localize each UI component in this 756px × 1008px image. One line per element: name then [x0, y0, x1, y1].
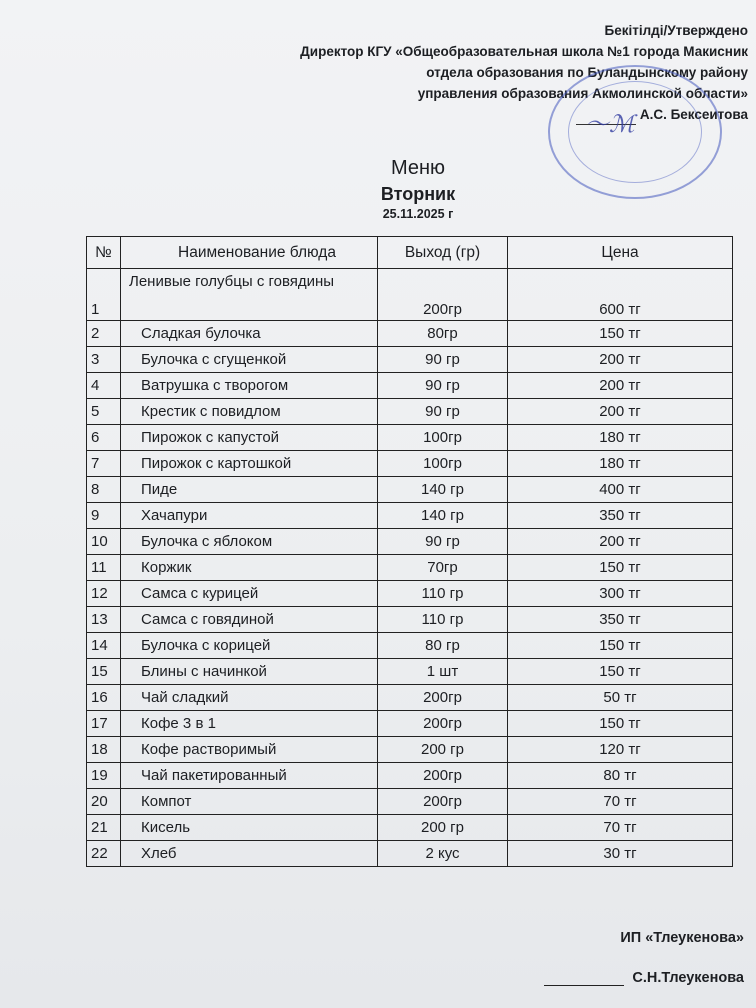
- row-number: 6: [87, 425, 121, 451]
- table-row: [87, 399, 733, 425]
- row-portion: 200гр: [378, 685, 508, 711]
- table-row: [87, 581, 733, 607]
- row-portion: 100гр: [378, 451, 508, 477]
- row-dish-name: Пиде: [121, 477, 378, 503]
- row-portion: 200гр: [378, 763, 508, 789]
- row-price: 50 тг: [508, 685, 733, 711]
- row-number: 20: [87, 789, 121, 815]
- signature-underline: [544, 985, 624, 986]
- menu-title-block: [0, 157, 756, 221]
- row-dish-name: Самса с говядиной: [121, 607, 378, 633]
- table-row: [87, 373, 733, 399]
- row-dish-name: Пирожок с капустой: [121, 425, 378, 451]
- row-number: 17: [87, 711, 121, 737]
- table-row: [87, 503, 733, 529]
- row-dish-name: Чай пакетированный: [121, 763, 378, 789]
- table-row: [87, 711, 733, 737]
- row-portion: 200гр: [378, 789, 508, 815]
- row-dish-name: Крестик с повидлом: [121, 399, 378, 425]
- table-row: [87, 841, 733, 867]
- day-title: Вторник: [380, 184, 456, 204]
- approval-department-line: отдела образования по Буландынскому району: [426, 65, 748, 80]
- row-price: 150 тг: [508, 633, 733, 659]
- row-portion: 70гр: [378, 555, 508, 581]
- table-row: [87, 269, 733, 321]
- row-portion: 80гр: [378, 321, 508, 347]
- approval-heading: Бекітілді/Утверждено: [604, 23, 748, 38]
- row-portion: 110 гр: [378, 607, 508, 633]
- row-price: 30 тг: [508, 841, 733, 867]
- table-row: [87, 529, 733, 555]
- row-portion: 90 гр: [378, 529, 508, 555]
- footer-signer: С.Н.Тлеукенова: [632, 970, 744, 986]
- handwritten-signature: 〜ℳ: [585, 110, 635, 138]
- table-body: [87, 269, 733, 867]
- row-number: 11: [87, 555, 121, 581]
- row-number: 16: [87, 685, 121, 711]
- row-dish-name: Ленивые голубцы с говядины: [121, 269, 378, 321]
- row-portion: 200 гр: [378, 737, 508, 763]
- table-row: [87, 815, 733, 841]
- table-row: [87, 685, 733, 711]
- table-row: [87, 659, 733, 685]
- row-portion: 200 гр: [378, 815, 508, 841]
- row-price: 200 тг: [508, 347, 733, 373]
- table-row: [87, 763, 733, 789]
- menu-date: 25.11.2025 г: [382, 207, 454, 221]
- row-dish-name: Булочка с сгущенкой: [121, 347, 378, 373]
- row-price: 150 тг: [508, 555, 733, 581]
- row-dish-name: Булочка с яблоком: [121, 529, 378, 555]
- row-price: 350 тг: [508, 503, 733, 529]
- approval-signer: А.С. Бексеитова: [639, 107, 748, 122]
- row-portion: 110 гр: [378, 581, 508, 607]
- row-price: 180 тг: [508, 451, 733, 477]
- table-row: [87, 477, 733, 503]
- row-price: 150 тг: [508, 321, 733, 347]
- header-dish-name: Наименование блюда: [121, 237, 378, 269]
- row-price: 600 тг: [508, 269, 733, 321]
- row-price: 70 тг: [508, 789, 733, 815]
- approval-region-line: управления образования Акмолинской области»: [417, 86, 748, 101]
- row-dish-name: Блины с начинкой: [121, 659, 378, 685]
- table-row: [87, 321, 733, 347]
- row-dish-name: Кофе 3 в 1: [121, 711, 378, 737]
- menu-title: Меню: [390, 157, 446, 179]
- row-price: 150 тг: [508, 659, 733, 685]
- row-number: 15: [87, 659, 121, 685]
- row-price: 400 тг: [508, 477, 733, 503]
- row-dish-name: Кисель: [121, 815, 378, 841]
- row-dish-name: Кофе растворимый: [121, 737, 378, 763]
- row-price: 200 тг: [508, 373, 733, 399]
- row-price: 200 тг: [508, 399, 733, 425]
- row-portion: 140 гр: [378, 477, 508, 503]
- row-number: 3: [87, 347, 121, 373]
- approval-director-line: Директор КГУ «Общеобразовательная школа №1 города Макисник: [300, 44, 748, 59]
- table-row: [87, 633, 733, 659]
- row-price: 200 тг: [508, 529, 733, 555]
- table-row: [87, 425, 733, 451]
- footer-signature-line: [544, 970, 744, 986]
- header-portion: Выход (гр): [378, 237, 508, 269]
- row-number: 13: [87, 607, 121, 633]
- row-portion: 2 кус: [378, 841, 508, 867]
- footer-company: ИП «Тлеукенова»: [620, 930, 744, 946]
- row-price: 350 тг: [508, 607, 733, 633]
- row-price: 300 тг: [508, 581, 733, 607]
- menu-table: [86, 236, 733, 867]
- row-number: 8: [87, 477, 121, 503]
- row-dish-name: Компот: [121, 789, 378, 815]
- row-dish-name: Ватрушка с творогом: [121, 373, 378, 399]
- table-row: [87, 789, 733, 815]
- table-row: [87, 347, 733, 373]
- row-number: 2: [87, 321, 121, 347]
- row-portion: 80 гр: [378, 633, 508, 659]
- row-portion: 100гр: [378, 425, 508, 451]
- table-header-row: [87, 237, 733, 269]
- header-number: №: [87, 237, 121, 269]
- row-dish-name: Булочка с корицей: [121, 633, 378, 659]
- row-number: 4: [87, 373, 121, 399]
- row-number: 7: [87, 451, 121, 477]
- row-portion: 140 гр: [378, 503, 508, 529]
- row-number: 9: [87, 503, 121, 529]
- row-dish-name: Пирожок с картошкой: [121, 451, 378, 477]
- footer-block: [544, 930, 744, 986]
- row-number: 14: [87, 633, 121, 659]
- row-portion: 200гр: [378, 711, 508, 737]
- table-row: [87, 607, 733, 633]
- row-portion: 90 гр: [378, 399, 508, 425]
- row-number: 10: [87, 529, 121, 555]
- row-number: 21: [87, 815, 121, 841]
- row-portion: 1 шт: [378, 659, 508, 685]
- row-dish-name: Самса с курицей: [121, 581, 378, 607]
- row-dish-name: Чай сладкий: [121, 685, 378, 711]
- row-number: 22: [87, 841, 121, 867]
- row-number: 5: [87, 399, 121, 425]
- row-price: 150 тг: [508, 711, 733, 737]
- row-price: 80 тг: [508, 763, 733, 789]
- row-price: 120 тг: [508, 737, 733, 763]
- row-number: 18: [87, 737, 121, 763]
- row-portion: 90 гр: [378, 347, 508, 373]
- row-number: 1: [87, 269, 121, 321]
- row-portion: 200гр: [378, 269, 508, 321]
- row-price: 180 тг: [508, 425, 733, 451]
- header-price: Цена: [508, 237, 733, 269]
- row-dish-name: Коржик: [121, 555, 378, 581]
- row-dish-name: Сладкая булочка: [121, 321, 378, 347]
- row-number: 12: [87, 581, 121, 607]
- row-dish-name: Хлеб: [121, 841, 378, 867]
- row-dish-name: Хачапури: [121, 503, 378, 529]
- table-row: [87, 737, 733, 763]
- row-portion: 90 гр: [378, 373, 508, 399]
- table-row: [87, 555, 733, 581]
- row-price: 70 тг: [508, 815, 733, 841]
- row-number: 19: [87, 763, 121, 789]
- table-row: [87, 451, 733, 477]
